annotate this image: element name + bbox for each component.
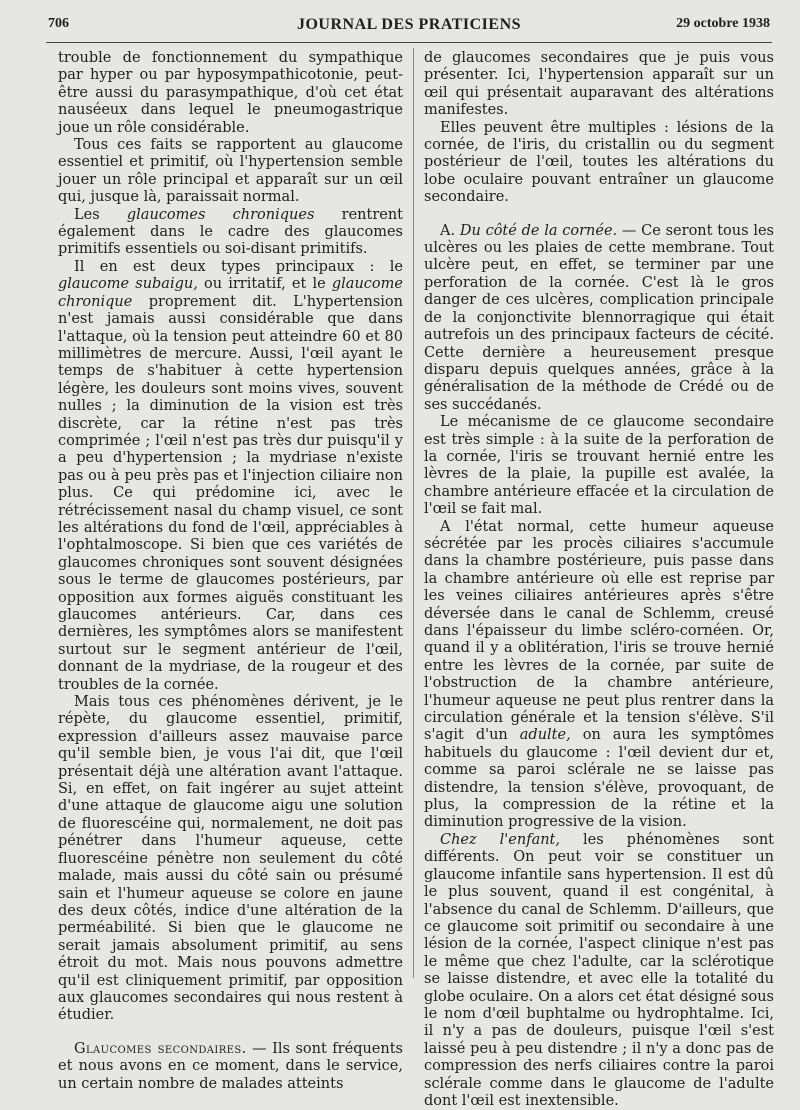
text-run: A. (440, 222, 460, 239)
journal-title: JOURNAL DES PRATICIENS (296, 16, 522, 33)
italic-subheading: Du côté de la cornée. (459, 222, 618, 239)
text-run: A l'état normal, cette humeur aqueuse sécrétée par les procès ciliaires s'accumule dans la chambre postérieure, puis passe dans la chambre antérieure où elle est reprise par les veines ciliaires antérieures après s'être déversée dans le canal de Schlemm, creusé dans l'épaisseur du limbe scléro-cornéen. Or, quand il y a oblitération, l'iris se trouve hernié entre les lèvres de la cornée, par suite de l'obstruction de la chambre antérieure, l'humeur aqueuse ne peut plus rentrer dans la circulation générale et la tension s'élève. S'il s'agit d'un (424, 518, 774, 744)
paragraph (424, 223, 774, 414)
left-column (58, 50, 403, 1093)
paragraph (424, 832, 774, 1110)
paragraph (424, 519, 774, 832)
page-number: 706 (48, 16, 69, 31)
italic-term: glaucomes chroniques (126, 206, 315, 223)
paragraph: Tous ces faits se rapportent au glaucome essentiel et primitif, où l'hypertension semble jouer un rôle principal et apparaît sur un œil qui, jusque là, paraissait normal. (58, 137, 403, 206)
italic-term: glaucome subaigu, (58, 276, 198, 293)
text-run: ou irritatif, et le (197, 276, 332, 293)
italic-term: Chez l'enfant, (440, 831, 560, 848)
italic-term: glaucome chronique (58, 276, 403, 310)
italic-term: adulte, (519, 727, 571, 744)
text-run: — Ils sont fréquents et nous avons en ce moment, dans le service, un certain nombre de malades atteints (58, 1040, 403, 1092)
paragraph (58, 207, 403, 259)
right-column (424, 50, 774, 1110)
paragraph: Elles peuvent être multiples : lésions de la cornée, de l'iris, du cristallin ou du segment postérieur de l'œil, toutes les altérations du lobe oculaire pouvant entraîner un glaucome secondaire. (424, 119, 774, 206)
header-rule (46, 42, 772, 43)
text-run: rentrent également dans le cadre des glaucomes primitifs essentiels ou soi-disant primitifs. (58, 206, 404, 258)
text-run: Les (74, 206, 127, 223)
text-run: Il en est deux types principaux : le (74, 258, 403, 275)
text-run: proprement dit. L'hypertension n'est jamais aussi considérable que dans l'attaque, où la tension peut atteindre 60 et 80 millimètres de mercure. Aussi, l'œil ayant le temps de s'habituer à cette hypertension légère, les douleurs sont moins vives, souvent nulles ; la diminution de la vision est très discrète, car la rétine n'est pas très comprimée ; l'œil n'est pas très dur puisqu'il y a peu d'hypertension ; la mydriase n'existe pas ou à peu près pas et l'injection ciliaire non plus. Ce qui prédomine ici, avec le rétrécissement nasal du champ visuel, ce sont les altérations du fond de l'œil, appréciables à l'ophtalmoscope. Si bien que ces variétés de glaucomes chroniques sont souvent désignées sous le terme de glaucomes postérieurs, par opposition aux formes aiguës constituant les glaucomes antérieurs. Car, dans ces dernières, les symptômes alors se manifestent surtout sur le segment antérieur de l'œil, donnant de la mydriase, de la rougeur et des troubles de la cornée. (58, 293, 403, 693)
issue-date: 29 octobre 1938 (676, 16, 770, 31)
paragraph: Mais tous ces phénomènes dérivent, je le répète, du glaucome essentiel, primitif, expression d'ailleurs assez mauvaise parce qu'il semble bien, je vous l'ai dit, que l'œil présentait déjà une altération avant l'attaque. Si, en effet, on fait ingérer au sujet atteint d'une attaque de glaucome aigu une solution de fluorescéine qui, normalement, ne doit pas pénétrer dans l'humeur aqueuse, cette fluorescéine pénètre non seulement du côté malade, mais aussi du côté sain ou présumé sain et l'humeur aqueuse se colore en jaune des deux côtés, indice d'une altération de la perméabilité. Si bien que le glaucome ne serait jamais absolument primitif, au sens étroit du mot. Mais nous pouvons admettre qu'il est cliniquement primitif, par opposition aux glaucomes secondaires qui nous restent à étudier. (58, 694, 403, 1024)
paragraph: trouble de fonctionnement du sympathique par hyper ou par hyposympathicotonie, peut-être aussi du parasympathique, d'où cet état nauséeux dans lequel le pneumogastrique joue un rôle considérable. (58, 50, 403, 136)
paragraph (58, 1041, 403, 1093)
paragraph: de glaucomes secondaires que je puis vous présenter. Ici, l'hypertension apparaît sur un œil qui présentait auparavant des altérations manifestes. (424, 50, 774, 119)
text-run: les phénomènes sont différents. On peut voir se constituer un glaucome infantile sans hypertension. Il est dû le plus souvent, quand il est congénital, à l'absence du canal de Schlemm. D'ailleurs, que ce glaucome soit primitif ou secondaire à une lésion de la cornée, l'aspect clinique n'est pas le même que chez l'adulte, car la sclérotique se laisse distendre, et avec elle la totalité du globe oculaire. On a alors cet état désigné sous le nom d'œil buphtalme ou hydrophtalme. Ici, il n'y a pas de douleurs, puisque l'œil s'est laissé peu à peu distendre ; il n'y a donc pas de compression des nerfs ciliaires contre la paroi sclérale comme dans le glaucome de l'adulte dont l'œil est inextensible. (424, 831, 774, 1109)
paragraph: Le mécanisme de ce glaucome secondaire est très simple : à la suite de la perforation de la cornée, l'iris se trouvant hernié entre les lèvres de la plaie, la pupille est avalée, la chambre antérieure effacée et la circulation de l'œil se fait mal. (424, 414, 774, 518)
text-run: on aura les symptômes habituels du glaucome : l'œil devient dur et, comme sa paroi sclérale ne se laisse pas distendre, la tension s'élève, provoquant, de plus, la compression de la rétine et la diminution progressive de la vision. (424, 727, 775, 831)
column-divider (413, 48, 414, 978)
text-run: — Ce seront tous les ulcères ou les plaies de cette membrane. Tout ulcère peut, en effet, se terminer par une perforation de la cornée. C'est là le gros danger de ces ulcères, complication principale de la conjonctivite blennorragique qui était autrefois un des principaux facteurs de cécité. Cette dernière a heureusement presque disparu depuis quelques années, grâce à la généralisation de la méthode de Crédé ou de ses succédanés. (424, 222, 774, 413)
paragraph (58, 259, 403, 694)
page-header (48, 16, 770, 38)
section-heading: Glaucomes secondaires. (74, 1040, 247, 1057)
